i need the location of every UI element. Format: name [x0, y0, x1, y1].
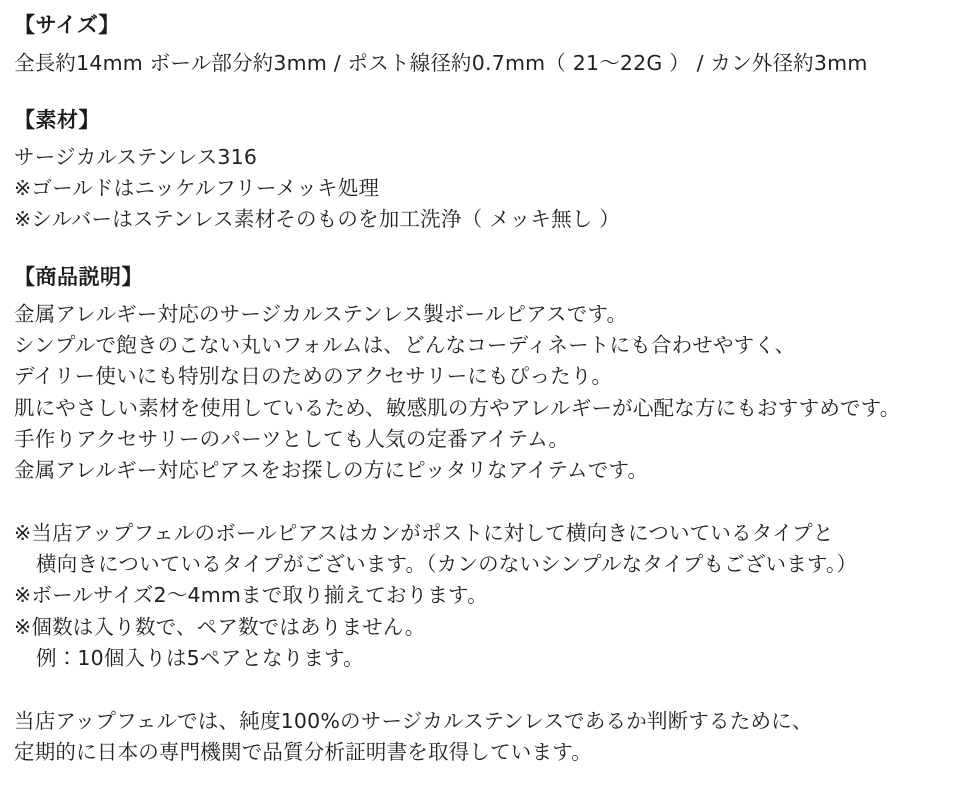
section-product-description — [14, 262, 958, 486]
section-size — [14, 10, 958, 79]
section-product-description-line-1: 金属アレルギー対応のサージカルステンレス製ボールピアスです。 — [14, 302, 628, 327]
section-product-description-line-5: 手作りアクセサリーのパーツとしても人気の定番アイテム。 — [14, 426, 570, 451]
section-product-description-line-3: デイリー使いにも特別な日のためのアクセサリーにもぴったり。 — [14, 364, 613, 389]
section-material — [14, 105, 958, 236]
note-line-4: ※個数は入り数で、ペア数ではありません。 — [14, 614, 426, 639]
notes-block — [14, 518, 958, 674]
spacer-after-size — [14, 79, 958, 105]
closing-line-2: 定期的に日本の専門機関で品質分析証明書を取得しています。 — [14, 740, 592, 764]
section-product-description-line-2: シンプルで飽きのこない丸いフォルムは、どんなコーディネートにも合わせやすく、 — [14, 333, 796, 358]
section-material-line-1: サージカルステンレス316 — [14, 145, 258, 170]
section-material-line-3: ※シルバーはステンレス素材そのものを加工洗浄（ メッキ無し ） — [14, 207, 620, 232]
note-line-3: ※ボールサイズ2〜4mmまで取り揃えております。 — [14, 583, 488, 608]
spacer-after-notes — [14, 674, 958, 706]
spacer-after-description — [14, 486, 958, 518]
spacer-after-material — [14, 236, 958, 262]
section-product-description-heading: 【商品説明】 — [14, 264, 143, 289]
section-size-heading: 【サイズ】 — [14, 13, 120, 37]
section-product-description-line-4: 肌にやさしい素材を使用しているため、敏感肌の方やアレルギーが心配な方にもおすすめです。 — [14, 395, 901, 420]
closing-block — [14, 706, 958, 768]
note-line-5: 例：10個入りは5ペアとなります。 — [36, 645, 364, 670]
section-product-description-line-6: 金属アレルギー対応ピアスをお探しの方にピッタリなアイテムです。 — [14, 457, 649, 482]
section-material-heading: 【素材】 — [14, 107, 100, 132]
note-line-2: 横向きについているタイプがございます。（カンのないシンプルなタイプもございます。） — [36, 552, 858, 577]
note-line-1: ※当店アップフェルのボールピアスはカンがポストに対して横向きについているタイプと — [14, 521, 834, 546]
section-size-line-1: 全長約14mm ボール部分約3mm / ポスト線径約0.7mm（ 21〜22G ） / カン外径約3mm — [14, 50, 868, 75]
closing-line-1: 当店アップフェルでは、純度100%のサージカルステンレスであるか判断するために、 — [14, 708, 813, 733]
section-material-line-2: ※ゴールドはニッケルフリーメッキ処理 — [14, 176, 380, 201]
